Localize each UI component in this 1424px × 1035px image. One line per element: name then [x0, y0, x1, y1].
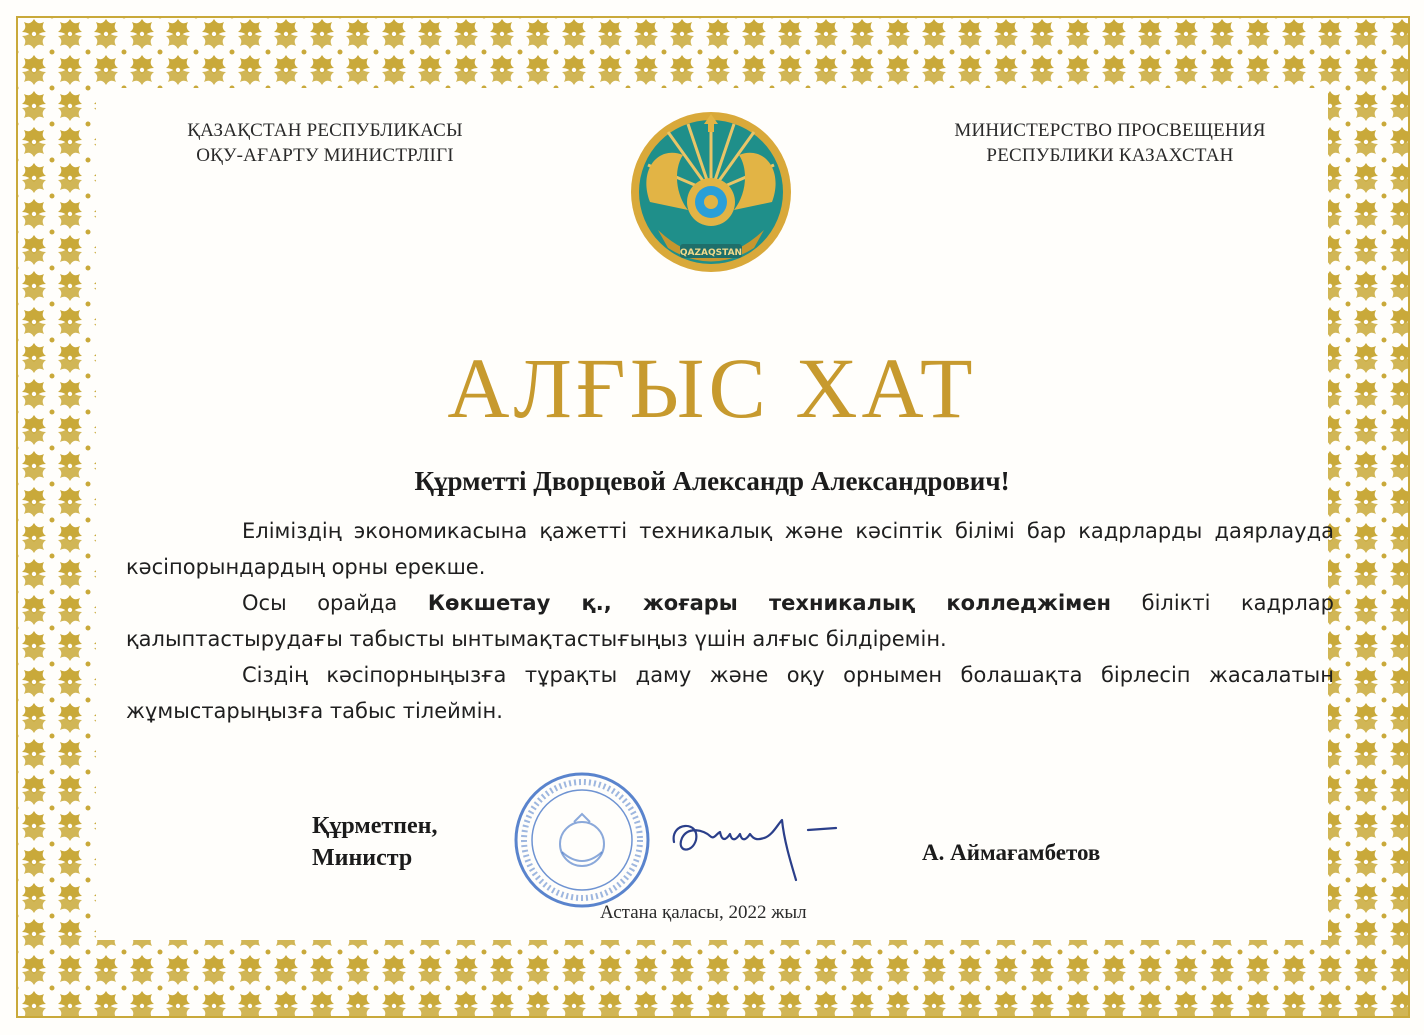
handwritten-signature-icon	[660, 800, 860, 890]
certificate-title: АЛҒЫС ХАТ	[447, 340, 977, 436]
header-right-line2: РЕСПУБЛИКИ КАЗАХСТАН	[986, 145, 1234, 166]
ministry-header-kazakh	[150, 118, 500, 168]
ministry-header-russian	[920, 118, 1300, 168]
body-paragraph-3: Сіздің кәсіпорныңызға тұрақты даму және оқу орнымен болашақта бірлесіп жасалатын жұмыстарыңызға табыс тілеймін.	[126, 663, 1334, 723]
header-left-line2: ОҚУ-АҒАРТУ МИНИСТРЛІГІ	[196, 145, 454, 166]
letter-body	[126, 513, 1334, 729]
kazakhstan-emblem-icon	[628, 110, 794, 280]
recipient-greeting: Құрметті Дворцевой Александр Александрович!	[414, 466, 1010, 496]
place-and-date: Астана қаласы, 2022 жыл	[600, 902, 807, 923]
body-paragraph-1: Еліміздің экономикасына қажетті техникалық және кәсіптік білімі бар кадрларды даярлауда кәсіпорындардың орны ерекше.	[126, 519, 1334, 579]
college-name: Көкшетау қ., жоғары техникалық колледжімен	[427, 591, 1112, 615]
closing-block	[312, 810, 437, 874]
emblem-caption: QAZAQSTAN	[679, 248, 743, 258]
body-paragraph-2	[126, 585, 1334, 657]
p2-end: білікті кадрлар қалыптастырудағы табысты ынтымақтастығыңыз үшін алғыс білдіремін.	[126, 591, 1335, 651]
header-right-line1: МИНИСТЕРСТВО ПРОСВЕЩЕНИЯ	[954, 120, 1266, 141]
signer-name: А. Аймағамбетов	[922, 840, 1101, 865]
signer-position: Министр	[312, 845, 413, 871]
p2-start: Осы орайда	[242, 591, 428, 615]
official-stamp-icon	[512, 770, 652, 910]
closing-respect: Құрметпен,	[312, 813, 438, 839]
header-left-line1: ҚАЗАҚСТАН РЕСПУБЛИКАСЫ	[187, 120, 463, 141]
